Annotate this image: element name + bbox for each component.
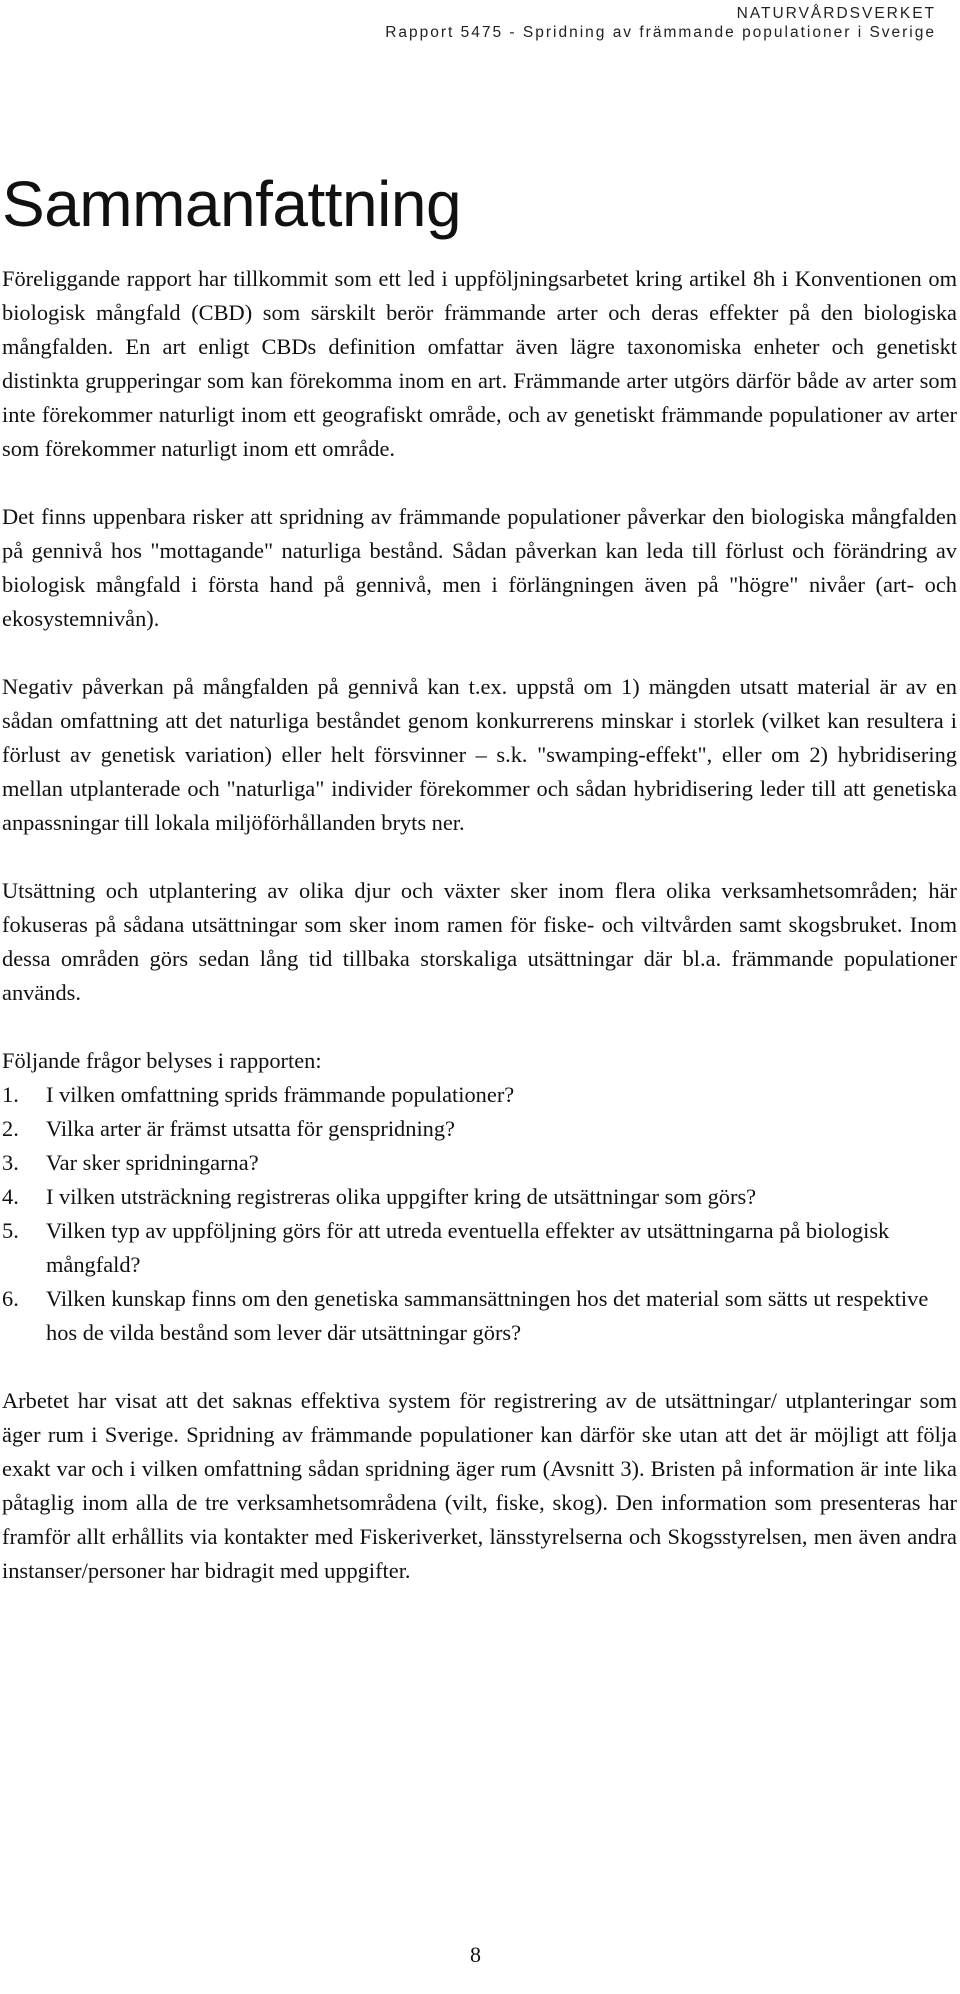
running-header <box>385 4 936 42</box>
question-text: I vilken utsträckning registreras olika uppgifter kring de utsättningar som görs? <box>46 1184 757 1209</box>
question-text: Vilken kunskap finns om den genetiska sammansättningen hos det material som sätts ut respektive hos de vilda bestånd som lever där utsättningar görs? <box>46 1286 929 1345</box>
question-item <box>2 1282 957 1350</box>
question-number: 5. <box>2 1218 19 1243</box>
question-item <box>2 1146 957 1180</box>
question-item <box>2 1078 957 1112</box>
paragraph-introduction: Föreliggande rapport har tillkommit som ett led i uppföljningsarbetet kring artikel 8h i Konventionen om biologisk mångfald (CBD) som särskilt berör främmande arter och deras effekter på den biologiska mångfalden. En art enligt CBDs definition omfattar även lägre taxonomiska enheter och genetiskt distinkta grupperingar som kan förekomma inom en art. Främmande arter utgörs därför både av arter som inte förekommer naturligt inom ett geografiskt område, och av genetiskt främmande populationer av arter som förekommer naturligt inom ett område. <box>2 266 957 461</box>
page-number: 8 <box>470 1942 481 1967</box>
page-title: Sammanfattning <box>2 168 462 240</box>
question-text: Var sker spridningarna? <box>46 1150 259 1175</box>
questions-list <box>2 1078 957 1350</box>
question-number: 4. <box>2 1184 19 1209</box>
summary-body <box>2 262 957 1622</box>
question-item <box>2 1214 957 1282</box>
paragraph-risks: Det finns uppenbara risker att spridning av främmande populationer påverkar den biologiska mångfalden på gennivå hos "mottagande" naturliga bestånd. Sådan påverkan kan leda till förlust och förändring av biologisk mångfald i första hand på gennivå, men i förlängningen även på "högre" nivåer (art- och ekosystemnivån). <box>2 504 957 631</box>
question-number: 2. <box>2 1116 19 1141</box>
paragraph-conclusion: Arbetet har visat att det saknas effektiva system för registrering av de utsättningar/ utplanteringar som äger rum i Sverige. Spridning av främmande populationer kan därför ske utan att det är möjligt att följa exakt var och i vilken omfattning sådan spridning äger rum (Avsnitt 3). Bristen på information är inte lika påtaglig inom alla de tre verksamhetsområdena (vilt, fiske, skog). Den information som presenteras har framför allt erhållits via kontakter med Fiskeriverket, länsstyrelserna och Skogsstyrelsen, men även andra instanser/personer har bidragit med uppgifter. <box>2 1388 957 1583</box>
header-report-line: Rapport 5475 - Spridning av främmande populationer i Sverige <box>385 24 936 41</box>
question-number: 6. <box>2 1286 19 1311</box>
question-text: Vilken typ av uppföljning görs för att utreda eventuella effekter av utsättningarna på biologisk mångfald? <box>46 1218 890 1277</box>
paragraph-negative-impact: Negativ påverkan på mångfalden på gennivå kan t.ex. uppstå om 1) mängden utsatt material är av en sådan omfattning att det naturliga beståndet genom konkurrerens minskar i storlek (vilket kan resultera i förlust av genetisk variation) eller helt försvinner – s.k. "swamping-effekt", eller om 2) hybridisering mellan utplanterade och "naturliga" individer förekommer och sådan hybridisering leder till att genetiska anpassningar till lokala miljöförhållanden bryts ner. <box>2 674 957 835</box>
question-number: 1. <box>2 1082 19 1107</box>
question-text: Vilka arter är främst utsatta för genspridning? <box>46 1116 456 1141</box>
question-number: 3. <box>2 1150 19 1175</box>
question-text: I vilken omfattning sprids främmande populationer? <box>46 1082 515 1107</box>
questions-intro: Följande frågor belyses i rapporten: <box>2 1048 322 1073</box>
header-organization: NATURVÅRDSVERKET <box>736 5 936 22</box>
paragraph-release-areas: Utsättning och utplantering av olika djur och växter sker inom flera olika verksamhetsområden; här fokuseras på sådana utsättningar som sker inom ramen för fiske- och viltvården samt skogsbruket. Inom dessa områden görs sedan lång tid tillbaka storskaliga utsättningar där bl.a. främmande populationer används. <box>2 878 957 1005</box>
question-item <box>2 1180 957 1214</box>
question-item <box>2 1112 957 1146</box>
